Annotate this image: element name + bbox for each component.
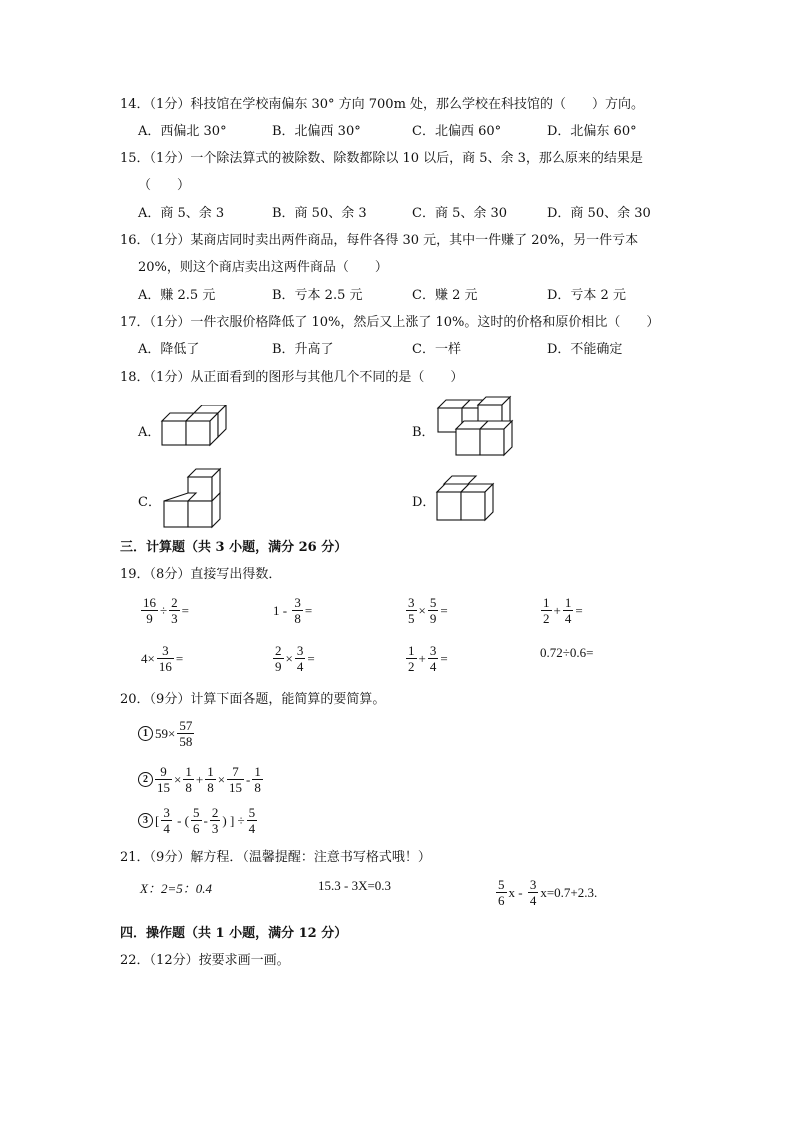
section-4-title: 四．操作题（共 1 小题，满分 12 分） bbox=[120, 926, 348, 941]
num: 16 bbox=[143, 595, 156, 610]
op: + bbox=[418, 650, 426, 666]
q16-option-a[interactable]: A．赚 2.5 元 bbox=[138, 288, 216, 303]
den: 15 bbox=[157, 780, 170, 795]
num: 5 bbox=[429, 595, 437, 610]
num: 5 bbox=[248, 805, 256, 820]
q16-option-b[interactable]: B．亏本 2.5 元 bbox=[272, 288, 363, 303]
den: 8 bbox=[185, 780, 192, 795]
term: x - bbox=[508, 884, 526, 900]
q16-stem-cont: 20%，则这个商店卖出这两件商品（ ） bbox=[138, 260, 388, 275]
q14-stem: 14．（1分）科技馆在学校南偏东 30° 方向 700m 处，那么学校在科技馆的（ ）方向。 bbox=[120, 97, 645, 112]
equals: = bbox=[440, 650, 448, 666]
q14-option-d[interactable]: D．北偏东 60° bbox=[547, 124, 637, 139]
q18-stem: 18．（1分）从正面看到的图形与其他几个不同的是（ ） bbox=[120, 370, 464, 385]
q15-option-d[interactable]: D．商 50、余 30 bbox=[547, 206, 651, 221]
den: 4 bbox=[248, 821, 256, 836]
num: 3 bbox=[163, 805, 170, 820]
den: 4 bbox=[429, 659, 437, 674]
num: 1 bbox=[408, 643, 415, 658]
equals: = bbox=[307, 650, 315, 666]
den: 9 bbox=[429, 611, 437, 626]
circled-number-3: 3 bbox=[138, 813, 153, 828]
equals: = bbox=[304, 602, 313, 618]
term: x=0.7+2.3. bbox=[540, 884, 598, 900]
den: 8 bbox=[294, 611, 301, 626]
den: 16 bbox=[158, 659, 172, 674]
q18-label-b[interactable]: B． bbox=[412, 425, 435, 440]
q17-option-d[interactable]: D．不能确定 bbox=[547, 342, 623, 357]
op: × bbox=[285, 650, 293, 666]
num: 3 bbox=[294, 595, 301, 610]
num: 5 bbox=[498, 877, 505, 892]
q17-option-a[interactable]: A．降低了 bbox=[138, 342, 200, 357]
q20-problem-1[interactable] bbox=[138, 718, 195, 749]
q16-option-d[interactable]: D．亏本 2 元 bbox=[547, 288, 626, 303]
num: 3 bbox=[296, 643, 304, 658]
num: 3 bbox=[529, 877, 537, 892]
q18-figure-d[interactable] bbox=[434, 472, 504, 524]
den: 4 bbox=[564, 611, 572, 626]
num: 9 bbox=[155, 764, 172, 780]
q19-expr-4[interactable] bbox=[540, 595, 584, 626]
op: - ( bbox=[173, 812, 190, 828]
q15-option-a[interactable]: A．商 5、余 3 bbox=[138, 206, 225, 221]
q18-label-a[interactable]: A． bbox=[138, 425, 161, 440]
num: 1 bbox=[254, 764, 261, 779]
prefix: 1 - bbox=[273, 602, 291, 618]
q20-problem-3[interactable] bbox=[138, 805, 258, 836]
op: + bbox=[553, 602, 561, 618]
op: × bbox=[174, 771, 182, 787]
q15-stem-cont: （ ） bbox=[138, 178, 191, 193]
num: 1 bbox=[564, 595, 572, 610]
prefix: 4× bbox=[141, 650, 155, 666]
op: - bbox=[246, 771, 251, 787]
q15-option-c[interactable]: C．商 5、余 30 bbox=[412, 206, 508, 221]
bracket-close: ) ] ÷ bbox=[222, 812, 245, 828]
den: 3 bbox=[211, 821, 219, 836]
den: 58 bbox=[179, 734, 193, 749]
q15-option-b[interactable]: B．商 50、余 3 bbox=[272, 206, 367, 221]
den: 8 bbox=[254, 780, 261, 795]
den: 4 bbox=[163, 821, 170, 836]
num: 3 bbox=[408, 595, 415, 610]
circled-number-1: 1 bbox=[138, 726, 153, 741]
num: 3 bbox=[429, 643, 437, 658]
q16-option-c[interactable]: C．赚 2 元 bbox=[412, 288, 478, 303]
equals: = bbox=[575, 602, 583, 618]
q16-stem: 16．（1分）某商店同时卖出两件商品，每件各得 30 元，其中一件赚了 20%，另一件亏本 bbox=[120, 233, 639, 248]
num: 2 bbox=[275, 643, 282, 658]
den: 6 bbox=[193, 821, 200, 836]
num: 1 bbox=[207, 764, 214, 779]
q22-stem: 22．（12分）按要求画一画。 bbox=[120, 953, 290, 968]
circled-number-2: 2 bbox=[138, 772, 153, 787]
den: 2 bbox=[408, 659, 415, 674]
num: 1 bbox=[543, 595, 550, 610]
q18-figure-c[interactable] bbox=[160, 467, 224, 531]
q18-figure-a[interactable] bbox=[160, 405, 232, 449]
q19-stem: 19．（8分）直接写出得数． bbox=[120, 567, 282, 582]
q19-expr-2[interactable] bbox=[272, 595, 313, 626]
den: 4 bbox=[296, 659, 304, 674]
q18-label-d[interactable]: D． bbox=[412, 495, 436, 510]
q19-expr-8[interactable]: 0.72÷0.6= bbox=[540, 645, 594, 660]
q19-expr-3[interactable] bbox=[405, 595, 449, 626]
q17-stem: 17．（1分）一件衣服价格降低了 10%，然后又上涨了 10%。这时的价格和原价相比（ ） bbox=[120, 315, 660, 330]
den: 5 bbox=[408, 611, 415, 626]
num: 57 bbox=[179, 718, 193, 733]
section-3-title: 三．计算题（共 3 小题，满分 26 分） bbox=[120, 540, 348, 555]
q19-expr-1[interactable] bbox=[140, 595, 190, 626]
q19-expr-5[interactable] bbox=[140, 643, 184, 674]
den: 4 bbox=[529, 893, 537, 908]
den: 6 bbox=[498, 893, 505, 908]
q20-problem-2[interactable] bbox=[138, 764, 264, 795]
q21-stem: 21．（9分）解方程．（温馨提醒：注意书写格式哦！） bbox=[120, 850, 431, 865]
q20-stem: 20．（9分）计算下面各题，能简算的要简算。 bbox=[120, 692, 386, 707]
equals: = bbox=[181, 602, 189, 618]
num: 2 bbox=[171, 595, 178, 610]
num: 5 bbox=[193, 805, 200, 820]
den: 3 bbox=[171, 611, 178, 626]
bracket-open: [ bbox=[155, 812, 160, 828]
op: - bbox=[203, 812, 208, 828]
num: 2 bbox=[211, 805, 219, 820]
den: 2 bbox=[543, 611, 550, 626]
equals: = bbox=[175, 650, 184, 666]
equals: = bbox=[440, 602, 448, 618]
num: 7 bbox=[227, 764, 244, 780]
num: 1 bbox=[185, 764, 192, 779]
q19-expr-6[interactable] bbox=[272, 643, 316, 674]
den: 9 bbox=[275, 659, 282, 674]
q17-option-b[interactable]: B．升高了 bbox=[272, 342, 334, 357]
q14-option-c[interactable]: C．北偏西 60° bbox=[412, 124, 502, 139]
q18-figure-b[interactable] bbox=[434, 395, 520, 459]
op: × bbox=[418, 602, 426, 618]
den: 15 bbox=[229, 780, 243, 795]
den: 9 bbox=[146, 611, 153, 626]
op: ÷ bbox=[160, 602, 168, 618]
q14-option-b[interactable]: B．北偏西 30° bbox=[272, 124, 361, 139]
q21-equation-3[interactable] bbox=[495, 877, 598, 908]
num: 3 bbox=[157, 643, 174, 659]
prefix: 59× bbox=[155, 725, 176, 741]
q15-stem: 15．（1分）一个除法算式的被除数、除数都除以 10 以后，商 5、余 3，那么原来的结果是 bbox=[120, 151, 643, 166]
q18-label-c[interactable]: C． bbox=[138, 495, 161, 510]
den: 8 bbox=[207, 780, 214, 795]
op: + bbox=[195, 771, 204, 787]
q14-option-a[interactable]: A．西偏北 30° bbox=[138, 124, 227, 139]
q17-option-c[interactable]: C．一样 bbox=[412, 342, 461, 357]
q19-expr-7[interactable] bbox=[405, 643, 449, 674]
q21-equation-2[interactable]: 15.3 - 3X=0.3 bbox=[318, 878, 392, 893]
q21-equation-1[interactable]: X：2=5：0.4 bbox=[140, 881, 212, 896]
op: × bbox=[217, 771, 226, 787]
